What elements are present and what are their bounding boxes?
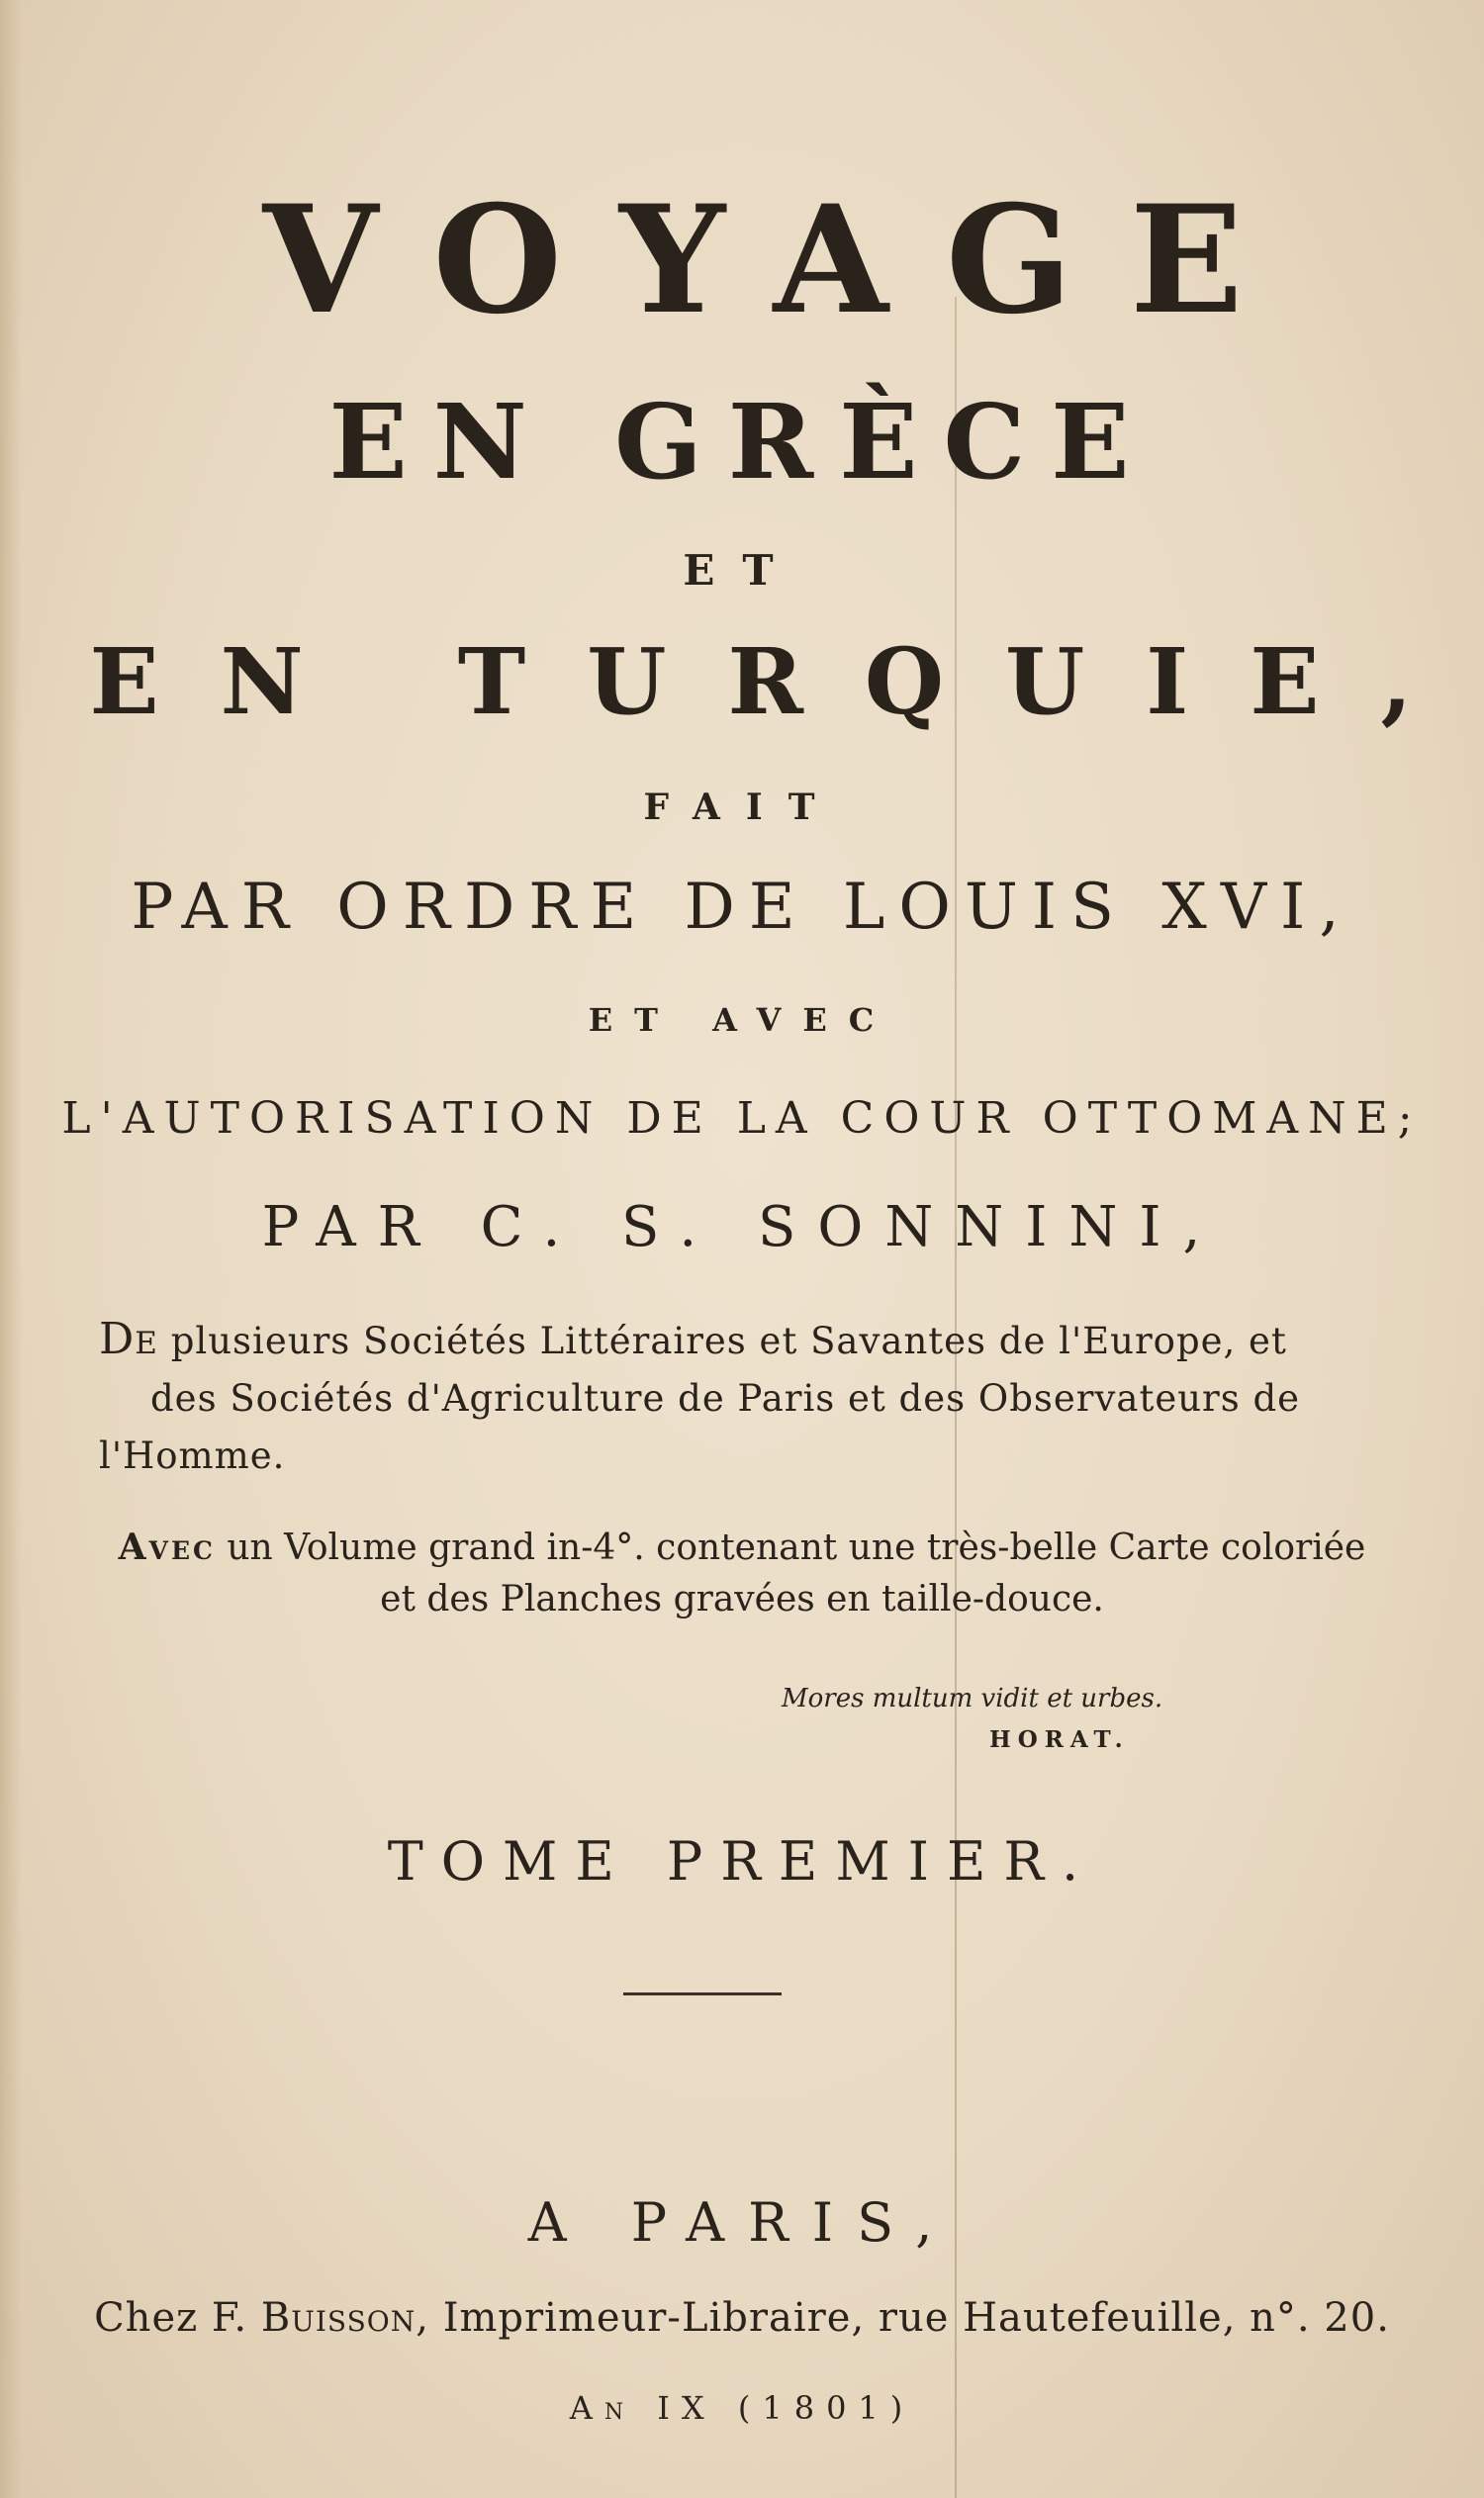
volume-label: TOME PREMIER. (387, 1830, 1097, 1893)
subtitle-order: PAR ORDRE DE LOUIS XVI, (131, 871, 1353, 944)
publisher-rest: , Imprimeur-Libraire, rue Hautefeuille, n°. 20. (416, 2295, 1390, 2341)
imprint-city: A PARIS, (527, 2191, 957, 2254)
affiliation-line-2: des Sociétés d'Agriculture de Paris et des Observateurs de (150, 1377, 1301, 1420)
imprint-date: An IX (1801) (569, 2389, 915, 2427)
subtitle-et-avec: ET AVEC (588, 1001, 896, 1039)
title-voyage: VOYAGE (262, 173, 1301, 347)
supplement-line-2: et des Planches gravées en taille-douce. (380, 1579, 1104, 1619)
imprint-publisher (0, 2295, 1484, 2341)
author-name: PAR C. S. SONNINI, (261, 1195, 1223, 1259)
publisher-prefix: Chez F. (94, 2295, 248, 2341)
supplement-lead: Avec (118, 1527, 216, 1568)
affiliation-line-1 (99, 1311, 1326, 1370)
title-et: ET (683, 546, 801, 595)
affiliation-text-1: plusieurs Sociétés Littéraires et Savantes de l'Europe, et (170, 1320, 1287, 1362)
title-en-turquie: EN TURQUIE, (89, 628, 1474, 735)
author-affiliation (99, 1311, 1326, 1485)
subtitle-fait: FAIT (643, 786, 841, 828)
affiliation-line-3: l'Homme. (99, 1434, 286, 1477)
supplement-text-1: un Volume grand in-4°. contenant une très-belle Carte coloriée (227, 1527, 1366, 1568)
publisher-name: Buisson (260, 2295, 417, 2341)
supplement-line-1 (99, 1522, 1385, 1574)
supplement-note (99, 1522, 1385, 1625)
subtitle-authorisation: L'AUTORISATION DE LA COUR OTTOMANE; (61, 1093, 1423, 1144)
title-en-grece: EN GRÈCE (328, 381, 1156, 503)
epigraph-author: HORAT. (989, 1726, 1130, 1753)
affiliation-lead: De (99, 1314, 158, 1364)
divider-rule (623, 1992, 782, 1995)
epigraph-text: Mores multum vidit et urbes. (782, 1684, 1163, 1713)
